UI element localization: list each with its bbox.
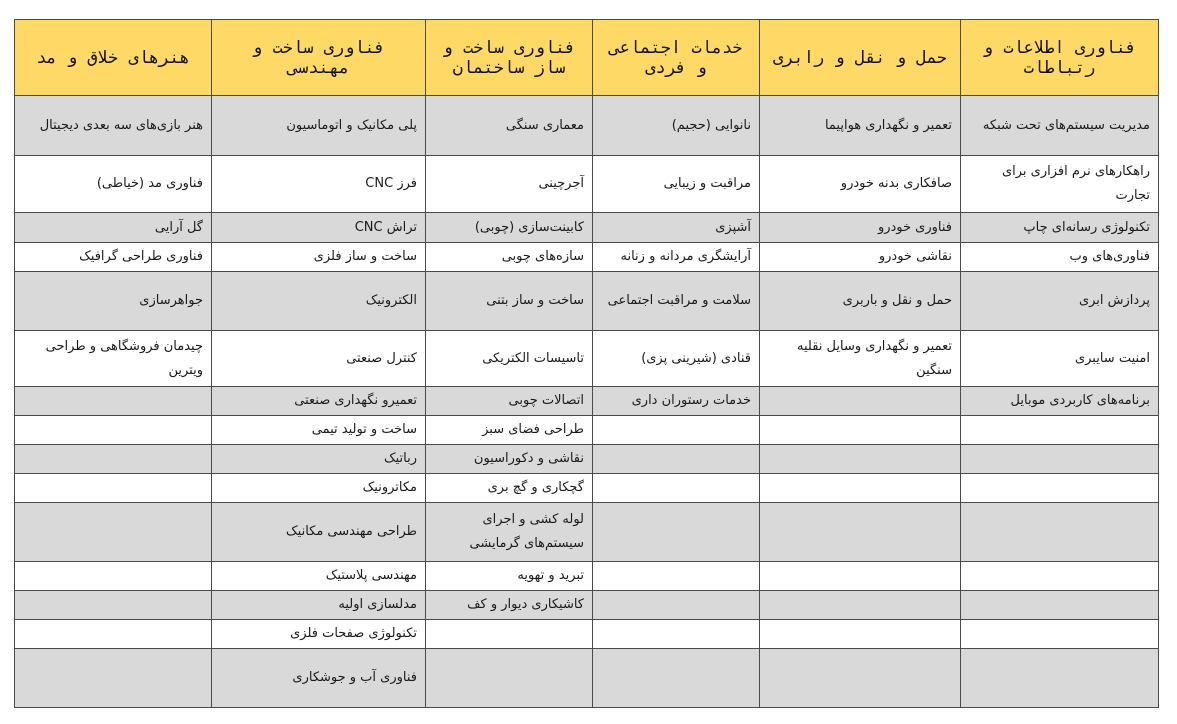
table-cell: آرایشگری مردانه و زنانه [593,243,760,272]
table-cell: گل آرایی [15,213,212,243]
table-cell: ساخت و تولید تیمی [212,416,426,445]
table-cell [593,416,760,445]
table-cell [593,620,760,649]
table-row [15,503,1159,562]
table-cell: تعمیر و نگهداری وسایل نقلیه سنگین [760,331,961,387]
table-row [15,474,1159,503]
table-cell: امنیت سایبری [961,331,1159,387]
table-cell: الکترونیک [212,272,426,331]
table-cell: هنر بازی‌های سه بعدی دیجیتال [15,96,212,156]
table-cell [760,474,961,503]
table-cell: مراقبت و زیبایی [593,156,760,213]
table-row [15,156,1159,213]
table-cell: گچکاری و گچ بری [426,474,593,503]
table-cell [961,416,1159,445]
table-cell: آجرچینی [426,156,593,213]
column-header-creative-arts-fashion: هنرهای خلاق و مد [15,20,212,96]
table-cell [760,387,961,416]
table-cell [961,562,1159,591]
table-cell: نقاشی خودرو [760,243,961,272]
header-row [15,20,1159,96]
table-cell: رباتیک [212,445,426,474]
table-cell [760,562,961,591]
table-cell: تاسیسات الکتریکی [426,331,593,387]
table-row [15,272,1159,331]
table-row [15,213,1159,243]
column-header-social-services: خدمات اجتماعی و فردی [593,20,760,96]
table-cell [593,445,760,474]
table-cell: طراحی فضای سبز [426,416,593,445]
table-row [15,649,1159,708]
table-cell: خدمات رستوران داری [593,387,760,416]
column-header-building-construction: فناوری ساخت و ساز ساختمان [426,20,593,96]
table-cell: کاشیکاری دیوار و کف [426,591,593,620]
column-header-ict: فناوری اطلاعات و رتباطات [961,20,1159,96]
table-cell [593,649,760,708]
table-cell [15,503,212,562]
table-cell: فناوری طراحی گرافیک [15,243,212,272]
vocational-fields-table [14,19,1159,708]
table-cell [760,649,961,708]
table-cell [426,620,593,649]
table-cell: معماری سنگی [426,96,593,156]
table-cell: مدیریت سیستم‌های تحت شبکه [961,96,1159,156]
table-cell: قنادی (شیرینی پزی) [593,331,760,387]
table-cell [15,387,212,416]
table-cell: تکنولوژی صفحات فلزی [212,620,426,649]
column-header-transport: حمل و نقل و رابری [760,20,961,96]
table-cell: اتصالات چوبی [426,387,593,416]
table-row [15,387,1159,416]
table-cell [961,620,1159,649]
table-cell [15,620,212,649]
table-cell [760,416,961,445]
table-cell: مدلسازی اولیه [212,591,426,620]
table-row [15,562,1159,591]
table-cell [15,562,212,591]
table-cell: جواهرسازی [15,272,212,331]
table-cell: پردازش ابری [961,272,1159,331]
table-cell [961,591,1159,620]
table-cell [15,474,212,503]
table-row [15,591,1159,620]
table-cell: مهندسی پلاستیک [212,562,426,591]
table-cell [593,562,760,591]
table-cell [961,445,1159,474]
table-cell [593,503,760,562]
table-cell: فناوری آب و جوشکاری [212,649,426,708]
table-cell: فناوری مد (خیاطی) [15,156,212,213]
table-cell: نقاشی و دکوراسیون [426,445,593,474]
table-cell: پلی مکانیک و اتوماسیون [212,96,426,156]
table-cell [760,620,961,649]
table-cell [15,445,212,474]
table-cell: مکاترونیک [212,474,426,503]
table-cell: حمل و نقل و باربری [760,272,961,331]
table-cell: فرز CNC [212,156,426,213]
table-row [15,96,1159,156]
table-cell: فناوری‌های وب [961,243,1159,272]
table-cell: صافکاری بدنه خودرو [760,156,961,213]
table-cell: تعمیرو نگهداری صنعتی [212,387,426,416]
table-cell: تعمیر و نگهداری هواپیما [760,96,961,156]
table-cell: برنامه‌های کاربردی موبایل [961,387,1159,416]
table-cell: تبرید و تهویه [426,562,593,591]
table-cell: طراحی مهندسی مکانیک [212,503,426,562]
table-cell: سلامت و مراقبت اجتماعی [593,272,760,331]
table-cell: ساخت و ساز بتنی [426,272,593,331]
table-cell [760,591,961,620]
table-cell [961,503,1159,562]
table-row [15,416,1159,445]
table-cell [426,649,593,708]
table-cell: راهکارهای نرم افزاری برای تجارت [961,156,1159,213]
table-cell: چیدمان فروشگاهی و طراحی ویترین [15,331,212,387]
table-row [15,445,1159,474]
table-cell: آشپزی [593,213,760,243]
table-cell [593,474,760,503]
table-cell [760,503,961,562]
column-header-manufacturing-engineering: فناوری ساخت و مهندسی [212,20,426,96]
table-cell: فناوری خودرو [760,213,961,243]
table-cell: کابینت‌سازی (چوبی) [426,213,593,243]
table-cell: نانوایی (حجیم) [593,96,760,156]
table-cell: تراش CNC [212,213,426,243]
table-cell: کنترل صنعتی [212,331,426,387]
table-cell: ساخت و ساز فلزی [212,243,426,272]
table-cell [961,474,1159,503]
table-row [15,331,1159,387]
table-cell: تکنولوژی رسانه‌ای چاپ [961,213,1159,243]
table-cell [15,416,212,445]
table-cell: لوله کشی و اجرای سیستم‌های گرمایشی [426,503,593,562]
table-cell [15,649,212,708]
table-cell [760,445,961,474]
table-body [15,96,1159,708]
table-cell [961,649,1159,708]
table-row [15,620,1159,649]
table-cell [593,591,760,620]
table-cell [15,591,212,620]
table-cell: سازه‌های چوبی [426,243,593,272]
table-row [15,243,1159,272]
